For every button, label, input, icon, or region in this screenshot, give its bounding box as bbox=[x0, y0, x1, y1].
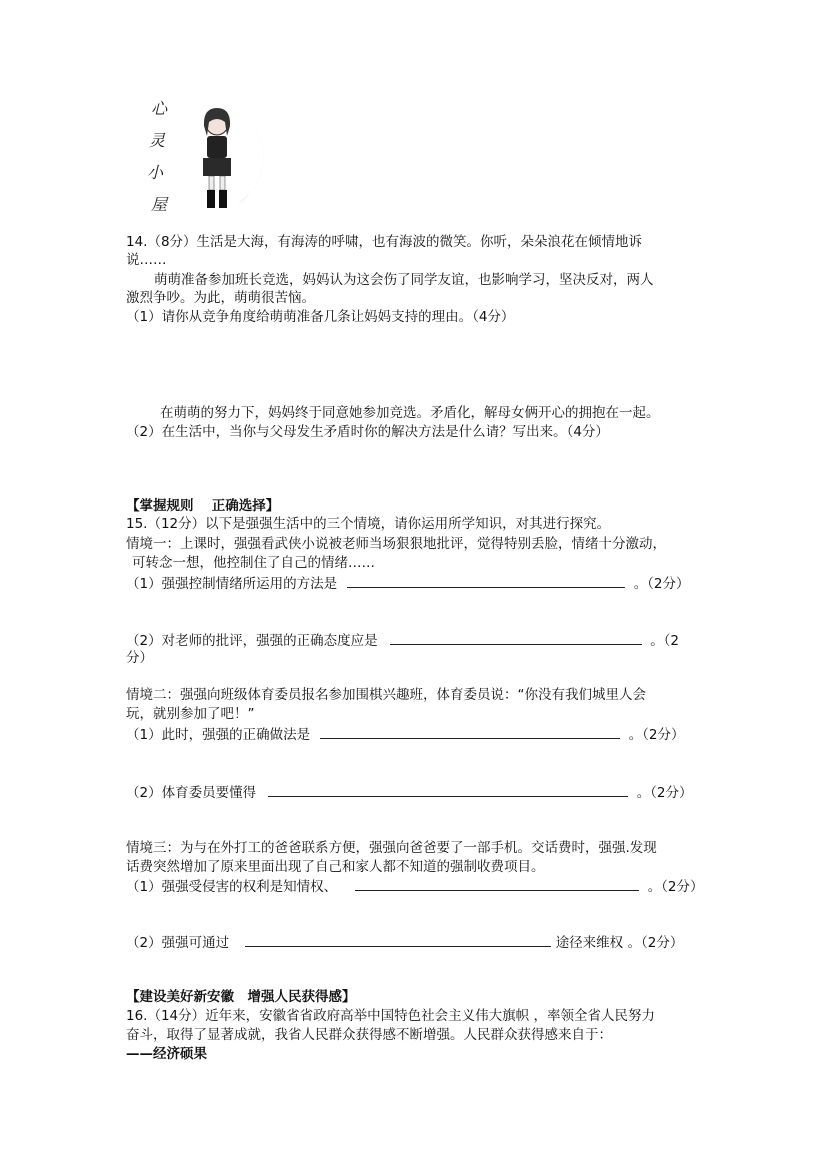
q14-scene-line3: 在萌萌的努力下，妈妈终于同意她参加竞选。矛盾化，解母女俩开心的拥抱在一起。 bbox=[160, 405, 660, 421]
answer-blank[interactable] bbox=[390, 630, 642, 645]
q15-scenario3-line1: 情境三：为与在外打工的爸爸联系方便，强强向爸爸要了一部手机。交话费时，强强.发现 bbox=[126, 840, 657, 856]
q15-scenario2-line1: 情境二：强强向班级体育委员报名参加围棋兴趣班，体育委员说：“你没有我们城里人会 bbox=[126, 687, 646, 703]
q14-scene-line2: 激烈争吵。为此，萌萌很苦恼。 bbox=[126, 290, 315, 306]
answer-blank[interactable] bbox=[355, 876, 639, 891]
question-score: 。（2分） bbox=[647, 879, 704, 895]
q14-scene-line1: 萌萌准备参加班长竞选，妈妈认为这会伤了同学友谊，也影响学习，坚决反对，两人 bbox=[154, 272, 654, 288]
question-text: （1）此时，强强的正确做法是 bbox=[126, 727, 311, 743]
q15-scenario1-line2: 可转念一想，他控制住了自己的情绪…… bbox=[132, 555, 375, 571]
q14-subquestion-2: （2）在生活中，当你与父母发生矛盾时你的解决方法是什么请？写出来。（4分） bbox=[126, 424, 609, 440]
answer-blank[interactable] bbox=[245, 932, 551, 947]
logo-char-3: 小 bbox=[147, 163, 164, 182]
q14-subquestion-1: （1）请你从竞争角度给萌萌准备几条让妈妈支持的理由。（4分） bbox=[126, 309, 515, 325]
q15-s1-question2 bbox=[126, 630, 679, 650]
q15-s3-question2 bbox=[126, 932, 683, 952]
question-text: （1）强强控制情绪所运用的方法是 bbox=[126, 576, 338, 592]
q16-stem-line2: 奋斗，取得了显著成就，我省人民群众获得感不断增强。人民群众获得感来自于： bbox=[126, 1027, 612, 1043]
q15-s2-question1 bbox=[126, 724, 685, 744]
question-score: 。（2 bbox=[650, 633, 680, 649]
question-score: 。（2分） bbox=[633, 576, 690, 592]
question-score: 。（2分） bbox=[636, 785, 693, 801]
q16-subheading: ——经济硕果 bbox=[126, 1046, 207, 1062]
logo-image bbox=[145, 96, 280, 216]
question-text: （2）强强可通过 bbox=[126, 935, 230, 951]
logo-char-2: 灵 bbox=[149, 131, 166, 150]
question-text: （1）强强受侵害的权利是知情权、 bbox=[126, 879, 338, 895]
q15-s2-question2 bbox=[126, 782, 693, 802]
q15-scenario1-line1: 情境一：上课时，强强看武侠小说被老师当场狠狠地批评，觉得特别丢脸，情绪十分激动， bbox=[126, 536, 666, 552]
logo-char-4: 屋 bbox=[151, 195, 168, 214]
question-text: （2）对老师的批评，强强的正确态度应是 bbox=[126, 633, 378, 649]
q15-scenario3-line2: 话费突然增加了原来里面出现了自己和家人都不知道的强制收费项目。 bbox=[126, 859, 545, 875]
q14-stem-line2: 说…… bbox=[126, 252, 167, 268]
answer-blank[interactable] bbox=[347, 573, 625, 588]
section-heading-rules: 【掌握规则 正确选择】 bbox=[126, 498, 280, 514]
q15-scenario2-line2: 玩，就别参加了吧！” bbox=[126, 706, 255, 722]
logo-char-1: 心 bbox=[151, 99, 168, 118]
question-text: （2）体育委员要懂得 bbox=[126, 785, 257, 801]
q15-intro: 15.（12分）以下是强强生活中的三个情境，请你运用所学知识，对其进行探究。 bbox=[126, 516, 611, 532]
q15-s3-question1 bbox=[126, 876, 704, 896]
q14-stem-line1: 14.（8分）生活是大海，有海涛的呼啸，也有海波的微笑。你听，朵朵浪花在倾情地诉 bbox=[126, 234, 643, 250]
q15-s1-question2-tail: 分） bbox=[126, 650, 153, 666]
section-heading-anhui: 【建设美好新安徽 增强人民获得感】 bbox=[126, 989, 356, 1005]
question-score: 。（2分） bbox=[628, 727, 685, 743]
answer-blank[interactable] bbox=[320, 724, 620, 739]
answer-blank[interactable] bbox=[268, 782, 628, 797]
q15-s1-question1 bbox=[126, 573, 690, 593]
q16-stem-line1: 16.（14分）近年来，安徽省省政府高举中国特色社会主义伟大旗帜 ，率领全省人民努力 bbox=[126, 1008, 655, 1024]
question-score: 途径来维权 。（2分） bbox=[555, 935, 684, 951]
